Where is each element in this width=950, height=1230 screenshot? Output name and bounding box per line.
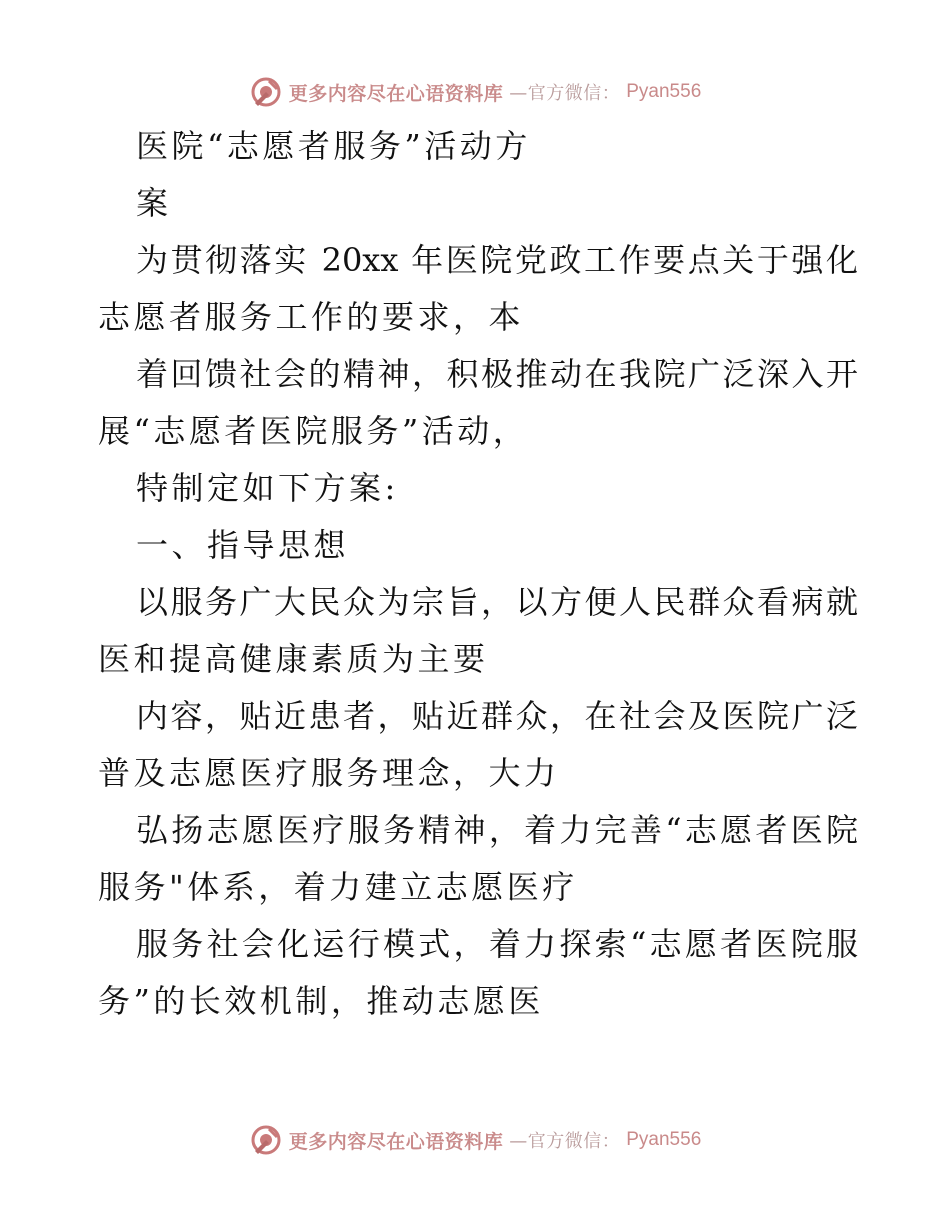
text-line: 特制定如下方案: xyxy=(136,469,399,507)
footer-watermark xyxy=(0,1120,950,1160)
document-body xyxy=(98,118,858,1030)
text-line: 弘扬志愿医疗服务精神，着力完善“志愿者医院 xyxy=(136,811,858,849)
watermark-wechat-id: Pyan556 xyxy=(626,81,702,102)
text-line: 为贯彻落实 20xx 年医院党政工作要点关于强化 xyxy=(136,241,858,279)
watermark-text: 更多内容尽在心语资料库 xyxy=(288,82,504,105)
text-line: 一、指导思想 xyxy=(136,526,350,564)
text-line: 展“志愿者医院服务”活动， xyxy=(98,412,529,450)
pen-logo-icon xyxy=(249,75,283,109)
text-line: 以服务广大民众为宗旨，以方便人民群众看病就 xyxy=(136,583,858,621)
text-line: 服务"体系，着力建立志愿医疗 xyxy=(98,868,578,906)
text-line: 医和提高健康素质为主要 xyxy=(98,640,489,678)
header-watermark xyxy=(0,72,950,112)
text-line: 案 xyxy=(136,184,172,222)
text-line: 医院“志愿者服务”活动方 xyxy=(136,127,531,165)
watermark-wechat-id: Pyan556 xyxy=(626,1129,702,1150)
watermark-text: 更多内容尽在心语资料库 xyxy=(288,1130,504,1153)
text-line: 着回馈社会的精神，积极推动在我院广泛深入开 xyxy=(136,355,858,393)
watermark-wechat-label: —官方微信： xyxy=(509,1131,621,1152)
text-line: 务”的长效机制，推动志愿医 xyxy=(98,982,544,1020)
text-line: 普及志愿医疗服务理念，大力 xyxy=(98,754,560,792)
text-line: 内容，贴近患者，贴近群众，在社会及医院广泛 xyxy=(136,697,858,735)
text-line: 服务社会化运行模式，着力探索“志愿者医院服 xyxy=(136,925,858,963)
pen-logo-icon xyxy=(249,1123,283,1157)
text-line: 志愿者服务工作的要求，本 xyxy=(98,298,525,336)
watermark-wechat-label: —官方微信： xyxy=(509,83,621,104)
